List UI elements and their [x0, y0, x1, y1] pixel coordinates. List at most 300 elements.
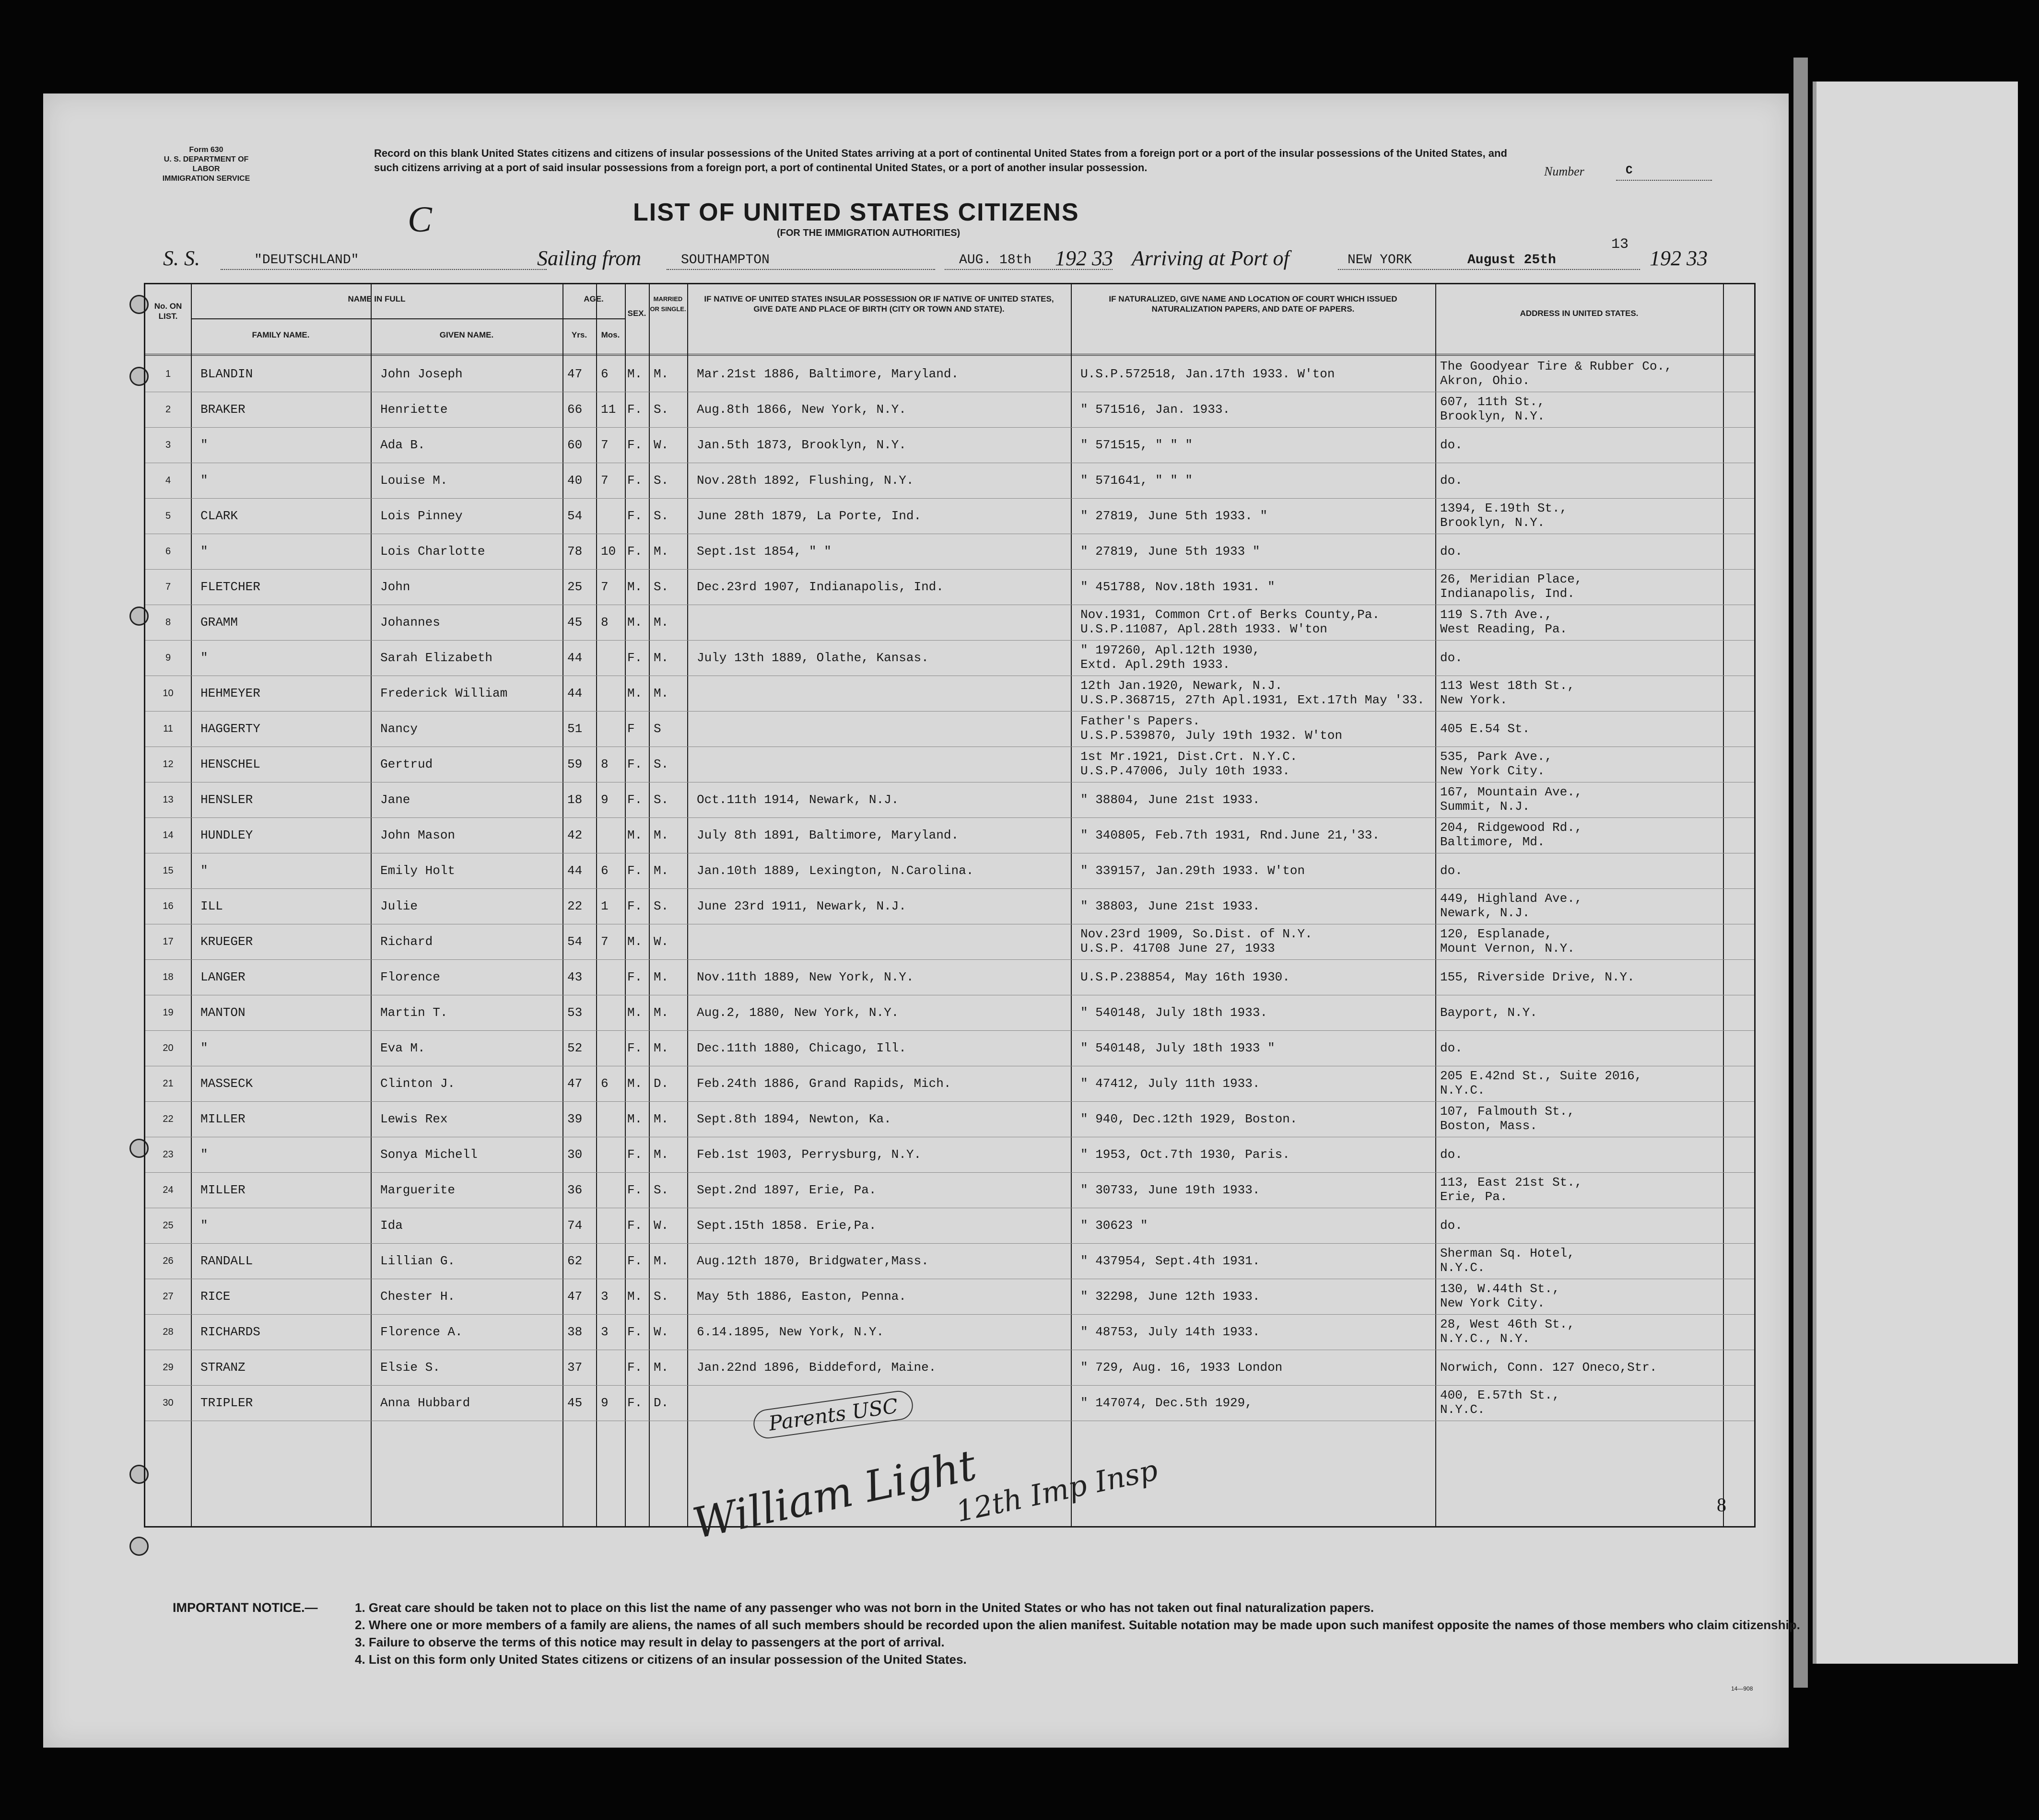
- binding-edge: [1793, 58, 1808, 1688]
- table-row: [145, 676, 1754, 712]
- naturalization-line1: " 540148, July 18th 1933 ": [1080, 1041, 1275, 1055]
- table-row: [145, 1279, 1754, 1315]
- family-name: BLANDIN: [200, 367, 253, 381]
- marital-status: M.: [654, 651, 669, 665]
- sex: F.: [627, 1218, 643, 1233]
- given-name: Florence: [380, 970, 440, 984]
- given-name: Florence A.: [380, 1325, 463, 1339]
- table-row: [145, 995, 1754, 1031]
- age-years: 53: [567, 1005, 583, 1020]
- row-number: 4: [165, 475, 171, 486]
- naturalization-line1: Nov.23rd 1909, So.Dist. of N.Y.: [1080, 927, 1312, 941]
- age-months: 7: [601, 438, 609, 452]
- birth-info: June 23rd 1911, Newark, N.J.: [697, 899, 906, 913]
- naturalization-line1: " 48753, July 14th 1933.: [1080, 1325, 1260, 1339]
- address-line2: Newark, N.J.: [1440, 906, 1530, 920]
- form-instructions: Record on this blank United States citizens and citizens of insular possessions of the United States arriving at a port of continental United States from a foreign port or a port of the insular possessions of the United States, and such citizens arriving at a port of said insular possessions from a foreign port, a port of continental United States, or a port of another insular possession.: [374, 147, 1507, 174]
- naturalization-line1: " 147074, Dec.5th 1929,: [1080, 1396, 1253, 1410]
- naturalization-line1: " 940, Dec.12th 1929, Boston.: [1080, 1112, 1298, 1126]
- age-years: 40: [567, 473, 583, 488]
- marital-status: M.: [654, 1112, 669, 1126]
- header-yrs: Yrs.: [571, 330, 587, 339]
- date-from: AUG. 18th: [959, 253, 1032, 268]
- notice-item: 3. Failure to observe the terms of this notice may result in delay to passengers at the port of arrival.: [355, 1635, 945, 1649]
- address-line1: Norwich, Conn. 127 Oneco,Str.: [1440, 1360, 1657, 1375]
- given-name: Lois Charlotte: [380, 544, 485, 559]
- birth-info: June 28th 1879, La Porte, Ind.: [697, 509, 922, 523]
- given-name: Elsie S.: [380, 1360, 440, 1375]
- sex: F.: [627, 757, 643, 771]
- row-number: 7: [165, 582, 171, 592]
- number-line: [1616, 180, 1712, 181]
- row-number: 22: [163, 1114, 174, 1124]
- family-name: BRAKER: [200, 402, 246, 417]
- age-years: 60: [567, 438, 583, 452]
- address-line1: 205 E.42nd St., Suite 2016,: [1440, 1069, 1642, 1083]
- family-name: ": [200, 544, 208, 559]
- age-months: 10: [601, 544, 616, 559]
- header-no: No. ON LIST.: [154, 302, 182, 321]
- birth-info: Aug.2, 1880, New York, N.Y.: [697, 1005, 899, 1020]
- birth-info: Aug.12th 1870, Bridgwater,Mass.: [697, 1254, 929, 1268]
- port-from-line: [667, 269, 935, 270]
- row-number: 24: [163, 1185, 174, 1195]
- address-line1: do.: [1440, 1218, 1463, 1233]
- notice-item: 2. Where one or more members of a family are aliens, the names of all such members should be recorded upon the alien manifest. Suitable notation may be made upon such manifest opposite the names of those members who claim citizenship.: [355, 1618, 1800, 1632]
- marital-status: M.: [654, 1005, 669, 1020]
- table-row: [145, 782, 1754, 818]
- family-name: HAGGERTY: [200, 722, 260, 736]
- address-line1: Sherman Sq. Hotel,: [1440, 1246, 1575, 1260]
- age-years: 44: [567, 686, 583, 700]
- given-name: Jane: [380, 793, 410, 807]
- family-name: RANDALL: [200, 1254, 253, 1268]
- family-name: ": [200, 473, 208, 488]
- table-row: [145, 888, 1754, 924]
- naturalization-line1: " 571516, Jan. 1933.: [1080, 402, 1230, 417]
- sex: M.: [627, 686, 643, 700]
- naturalization-line1: " 38804, June 21st 1933.: [1080, 793, 1260, 807]
- table-row: [145, 1314, 1754, 1350]
- row-number: 1: [165, 369, 171, 379]
- sex: F.: [627, 1041, 643, 1055]
- sex: F.: [627, 1183, 643, 1197]
- given-name: Henriette: [380, 402, 448, 417]
- row-number: 27: [163, 1291, 174, 1302]
- given-name: John Joseph: [380, 367, 463, 381]
- given-name: Ada B.: [380, 438, 425, 452]
- sex: M.: [627, 1289, 643, 1304]
- row-number: 16: [163, 901, 174, 911]
- table-row: [145, 747, 1754, 782]
- birth-info: 6.14.1895, New York, N.Y.: [697, 1325, 884, 1339]
- header-married: MARRIED OR SINGLE.: [650, 295, 686, 313]
- arriving-label: Arriving at Port of: [1132, 246, 1289, 270]
- naturalization-line1: " 437954, Sept.4th 1931.: [1080, 1254, 1260, 1268]
- given-name: Clinton J.: [380, 1076, 456, 1091]
- age-months: 7: [601, 934, 609, 949]
- passenger-table: [144, 283, 1756, 1528]
- age-years: 45: [567, 615, 583, 630]
- age-years: 74: [567, 1218, 583, 1233]
- given-name: Lois Pinney: [380, 509, 463, 523]
- marital-status: S.: [654, 1183, 669, 1197]
- naturalization-line1: " 540148, July 18th 1933.: [1080, 1005, 1268, 1020]
- header-family-name: FAMILY NAME.: [252, 330, 310, 339]
- age-years: 51: [567, 722, 583, 736]
- birth-info: Sept.8th 1894, Newton, Ka.: [697, 1112, 891, 1126]
- family-name: ": [200, 1218, 208, 1233]
- address-line2: Summit, N.J.: [1440, 799, 1530, 814]
- sailing-label: Sailing from: [537, 246, 642, 270]
- table-row: [145, 498, 1754, 534]
- age-months: 7: [601, 580, 609, 594]
- port-to-line: [1338, 269, 1640, 270]
- naturalization-line1: " 571515, " " ": [1080, 438, 1193, 452]
- naturalization-line1: " 27819, June 5th 1933 ": [1080, 544, 1260, 559]
- table-row: [145, 959, 1754, 995]
- row-number: 25: [163, 1220, 174, 1231]
- address-line1: 400, E.57th St.,: [1440, 1388, 1560, 1402]
- age-years: 43: [567, 970, 583, 984]
- given-name: Nancy: [380, 722, 418, 736]
- address-line1: 535, Park Ave.,: [1440, 749, 1553, 764]
- family-name: HEHMEYER: [200, 686, 260, 700]
- table-row: [145, 569, 1754, 605]
- sex: F.: [627, 473, 643, 488]
- age-years: 62: [567, 1254, 583, 1268]
- given-name: John Mason: [380, 828, 456, 842]
- birth-info: Dec.11th 1880, Chicago, Ill.: [697, 1041, 906, 1055]
- address-line2: New York.: [1440, 693, 1508, 707]
- given-name: Sarah Elizabeth: [380, 651, 493, 665]
- sex: F.: [627, 1325, 643, 1339]
- age-years: 47: [567, 1076, 583, 1091]
- given-name: Chester H.: [380, 1289, 456, 1304]
- age-years: 45: [567, 1396, 583, 1410]
- address-line2: West Reading, Pa.: [1440, 622, 1568, 636]
- marital-status: M.: [654, 1254, 669, 1268]
- table-row: [145, 534, 1754, 570]
- table-row: [145, 1101, 1754, 1137]
- birth-info: Jan.5th 1873, Brooklyn, N.Y.: [697, 438, 906, 452]
- birth-info: Nov.28th 1892, Flushing, N.Y.: [697, 473, 914, 488]
- age-years: 42: [567, 828, 583, 842]
- family-name: HENSCHEL: [200, 757, 260, 771]
- header-birth: IF NATIVE OF UNITED STATES INSULAR POSSESSION OR IF NATIVE OF UNITED STATES, GIVE DATE AND PLACE OF BIRTH (CITY OR TOWN AND STATE).: [704, 294, 1054, 314]
- notice-item: 1. Great care should be taken not to place on this list the name of any passenger who was not born in the United States or who has not taken out final naturalization papers.: [355, 1600, 1374, 1615]
- birth-info: Dec.23rd 1907, Indianapolis, Ind.: [697, 580, 944, 594]
- ship-name: "DEUTSCHLAND": [254, 253, 359, 268]
- date-to: August 25th: [1467, 253, 1556, 268]
- port-to: NEW YORK: [1348, 253, 1412, 268]
- voyage-line: [43, 246, 1789, 280]
- header-name-in-full: NAME IN FULL: [191, 294, 562, 319]
- year-from: 192 33: [1055, 246, 1113, 270]
- header-given-name: GIVEN NAME.: [439, 330, 494, 339]
- address-line1: 119 S.7th Ave.,: [1440, 607, 1553, 622]
- family-name: FLETCHER: [200, 580, 260, 594]
- marital-status: M.: [654, 970, 669, 984]
- birth-info: July 8th 1891, Baltimore, Maryland.: [697, 828, 959, 842]
- birth-info: Nov.11th 1889, New York, N.Y.: [697, 970, 914, 984]
- age-months: 3: [601, 1289, 609, 1304]
- sex: F.: [627, 863, 643, 878]
- address-line1: The Goodyear Tire & Rubber Co.,: [1440, 359, 1672, 373]
- age-years: 22: [567, 899, 583, 913]
- address-line1: 155, Riverside Drive, N.Y.: [1440, 970, 1635, 984]
- naturalization-line1: U.S.P.572518, Jan.17th 1933. W'ton: [1080, 367, 1335, 381]
- table-row: [145, 853, 1754, 889]
- marital-status: M.: [654, 1147, 669, 1162]
- address-line1: 107, Falmouth St.,: [1440, 1104, 1575, 1119]
- row-number: 26: [163, 1256, 174, 1266]
- row-number: 8: [165, 617, 171, 628]
- marital-status: W.: [654, 438, 669, 452]
- form-identifier: [153, 145, 259, 184]
- family-name: ILL: [200, 899, 223, 913]
- address-line1: 449, Highland Ave.,: [1440, 891, 1582, 906]
- given-name: Lillian G.: [380, 1254, 456, 1268]
- family-name: LANGER: [200, 970, 246, 984]
- given-name: Anna Hubbard: [380, 1396, 470, 1410]
- next-page-edge: [1813, 82, 2018, 1664]
- family-name: MILLER: [200, 1183, 246, 1197]
- age-months: 7: [601, 473, 609, 488]
- address-line2: Baltimore, Md.: [1440, 835, 1545, 849]
- naturalization-line1: U.S.P.238854, May 16th 1930.: [1080, 970, 1290, 984]
- family-name: HENSLER: [200, 793, 253, 807]
- birth-info: May 5th 1886, Easton, Penna.: [697, 1289, 906, 1304]
- table-row: [145, 356, 1754, 392]
- age-years: 30: [567, 1147, 583, 1162]
- naturalization-line2: U.S.P.11087, Apl.28th 1933. W'ton: [1080, 622, 1327, 636]
- table-row: [145, 605, 1754, 641]
- age-months: 6: [601, 863, 609, 878]
- marital-status: M.: [654, 615, 669, 630]
- naturalization-line1: " 38803, June 21st 1933.: [1080, 899, 1260, 913]
- port-from: SOUTHAMPTON: [681, 253, 770, 268]
- inspector-signature: William Light: [688, 1440, 981, 1549]
- marital-status: D.: [654, 1396, 669, 1410]
- given-name: Julie: [380, 899, 418, 913]
- marital-status: S.: [654, 793, 669, 807]
- notice-lead: IMPORTANT NOTICE.—: [173, 1600, 318, 1615]
- sex: F.: [627, 1396, 643, 1410]
- sex: F.: [627, 970, 643, 984]
- address-line2: Erie, Pa.: [1440, 1190, 1508, 1204]
- row-number: 20: [163, 1043, 174, 1053]
- age-years: 59: [567, 757, 583, 771]
- naturalization-line1: " 729, Aug. 16, 1933 London: [1080, 1360, 1283, 1375]
- marital-status: S.: [654, 580, 669, 594]
- age-months: 1: [601, 899, 609, 913]
- age-years: 37: [567, 1360, 583, 1375]
- sex: F: [627, 722, 635, 736]
- row-number: 14: [163, 830, 174, 840]
- address-line2: Mount Vernon, N.Y.: [1440, 941, 1575, 956]
- marital-status: S.: [654, 1289, 669, 1304]
- sex: M.: [627, 828, 643, 842]
- given-name: Gertrud: [380, 757, 433, 771]
- family-name: ": [200, 651, 208, 665]
- row-number: 30: [163, 1398, 174, 1408]
- sex: M.: [627, 1005, 643, 1020]
- address-line2: New York City.: [1440, 1296, 1545, 1310]
- naturalization-line1: " 340805, Feb.7th 1931, Rnd.June 21,'33.: [1080, 828, 1380, 842]
- marital-status: M.: [654, 1360, 669, 1375]
- given-name: Ida: [380, 1218, 403, 1233]
- naturalization-line1: " 47412, July 11th 1933.: [1080, 1076, 1260, 1091]
- address-line2: Boston, Mass.: [1440, 1119, 1537, 1133]
- address-line2: Indianapolis, Ind.: [1440, 586, 1575, 601]
- page-mark: 8: [1717, 1494, 1726, 1516]
- family-name: MILLER: [200, 1112, 246, 1126]
- marital-status: M.: [654, 863, 669, 878]
- handwritten-mark: C: [408, 199, 432, 240]
- address-line1: 130, W.44th St.,: [1440, 1282, 1560, 1296]
- given-name: Louise M.: [380, 473, 448, 488]
- age-years: 44: [567, 863, 583, 878]
- print-code: 14—908: [1731, 1685, 1753, 1692]
- age-years: 52: [567, 1041, 583, 1055]
- table-row: [145, 1350, 1754, 1386]
- family-name: GRAMM: [200, 615, 238, 630]
- marital-status: W.: [654, 1325, 669, 1339]
- address-line2: Brooklyn, N.Y.: [1440, 409, 1545, 423]
- naturalization-line1: " 30733, June 19th 1933.: [1080, 1183, 1260, 1197]
- given-name: Johannes: [380, 615, 440, 630]
- header-mos: Mos.: [601, 330, 620, 339]
- age-months: 11: [601, 402, 616, 417]
- birth-info: Mar.21st 1886, Baltimore, Maryland.: [697, 367, 959, 381]
- page-title: LIST OF UNITED STATES CITIZENS: [633, 198, 1079, 226]
- address-line1: 28, West 46th St.,: [1440, 1317, 1575, 1331]
- marital-status: S.: [654, 509, 669, 523]
- marital-status: W.: [654, 934, 669, 949]
- age-months: 9: [601, 1396, 609, 1410]
- sex: M.: [627, 615, 643, 630]
- table-row: [145, 711, 1754, 747]
- address-line1: 113, East 21st St.,: [1440, 1175, 1582, 1190]
- row-number: 9: [165, 653, 171, 663]
- given-name: Marguerite: [380, 1183, 456, 1197]
- family-name: KRUEGER: [200, 934, 253, 949]
- row-number: 15: [163, 865, 174, 876]
- header-sex: SEX.: [627, 309, 646, 318]
- sex: F.: [627, 544, 643, 559]
- naturalization-line2: U.S.P.368715, 27th Apl.1931, Ext.17th May '33.: [1080, 693, 1425, 707]
- row-number: 28: [163, 1327, 174, 1337]
- table-row: [145, 1385, 1754, 1421]
- marital-status: S: [654, 722, 661, 736]
- address-line2: New York City.: [1440, 764, 1545, 778]
- row-number: 5: [165, 511, 171, 521]
- table-row: [145, 1137, 1754, 1173]
- naturalization-line1: " 30623 ": [1080, 1218, 1148, 1233]
- number-label: Number: [1544, 164, 1584, 178]
- age-years: 54: [567, 509, 583, 523]
- age-years: 25: [567, 580, 583, 594]
- table-row: [145, 924, 1754, 960]
- given-name: Sonya Michell: [380, 1147, 478, 1162]
- birth-info: Jan.10th 1889, Lexington, N.Carolina.: [697, 863, 974, 878]
- marital-status: M.: [654, 686, 669, 700]
- table-row: [145, 427, 1754, 463]
- address-line1: 113 West 18th St.,: [1440, 678, 1575, 693]
- sheet-number: 13: [1611, 236, 1629, 253]
- manifest-sheet: [43, 93, 1800, 1748]
- family-name: MANTON: [200, 1005, 246, 1020]
- table-row: [145, 640, 1754, 676]
- age-years: 38: [567, 1325, 583, 1339]
- naturalization-line1: " 339157, Jan.29th 1933. W'ton: [1080, 863, 1305, 878]
- age-months: 8: [601, 757, 609, 771]
- marital-status: W.: [654, 1218, 669, 1233]
- inspector-title: 12th Imp Insp: [953, 1453, 1161, 1529]
- address-line2: Akron, Ohio.: [1440, 373, 1530, 388]
- row-number: 3: [165, 440, 171, 450]
- birth-info: Oct.11th 1914, Newark, N.J.: [697, 793, 899, 807]
- marital-status: D.: [654, 1076, 669, 1091]
- address-line1: do.: [1440, 651, 1463, 665]
- family-name: ": [200, 438, 208, 452]
- age-months: 3: [601, 1325, 609, 1339]
- given-name: Martin T.: [380, 1005, 448, 1020]
- sex: F.: [627, 509, 643, 523]
- given-name: Frederick William: [380, 686, 508, 700]
- address-line2: Brooklyn, N.Y.: [1440, 515, 1545, 530]
- family-name: ": [200, 1041, 208, 1055]
- marital-status: S.: [654, 757, 669, 771]
- sex: M.: [627, 580, 643, 594]
- address-line1: do.: [1440, 544, 1463, 559]
- birth-info: Sept.2nd 1897, Erie, Pa.: [697, 1183, 877, 1197]
- address-line2: N.Y.C.: [1440, 1402, 1485, 1417]
- row-number: 29: [163, 1362, 174, 1373]
- address-line1: 120, Esplanade,: [1440, 927, 1553, 941]
- given-name: John: [380, 580, 410, 594]
- age-years: 66: [567, 402, 583, 417]
- birth-info: Feb.24th 1886, Grand Rapids, Mich.: [697, 1076, 951, 1091]
- address-line1: do.: [1440, 438, 1463, 452]
- address-line1: 167, Mountain Ave.,: [1440, 785, 1582, 799]
- age-years: 47: [567, 367, 583, 381]
- birth-info: Aug.8th 1866, New York, N.Y.: [697, 402, 906, 417]
- age-months: 6: [601, 1076, 609, 1091]
- given-name: Emily Holt: [380, 863, 456, 878]
- row-number: 23: [163, 1149, 174, 1160]
- address-line1: do.: [1440, 863, 1463, 878]
- address-line1: do.: [1440, 1147, 1463, 1162]
- naturalization-line2: U.S.P.539870, July 19th 1932. W'ton: [1080, 728, 1343, 743]
- marital-status: M.: [654, 544, 669, 559]
- row-number: 10: [163, 688, 174, 699]
- birth-info: Jan.22nd 1896, Biddeford, Maine.: [697, 1360, 937, 1375]
- table-row: [145, 1243, 1754, 1279]
- age-years: 36: [567, 1183, 583, 1197]
- family-name: MASSECK: [200, 1076, 253, 1091]
- row-number: 17: [163, 936, 174, 947]
- marital-status: S.: [654, 473, 669, 488]
- department-name: U. S. DEPARTMENT OF LABOR: [164, 155, 249, 173]
- marital-status: S.: [654, 899, 669, 913]
- naturalization-line1: 12th Jan.1920, Newark, N.J.: [1080, 678, 1283, 693]
- family-name: CLARK: [200, 509, 238, 523]
- address-line1: 607, 11th St.,: [1440, 395, 1545, 409]
- given-name: Richard: [380, 934, 433, 949]
- header-naturalized: IF NATURALIZED, GIVE NAME AND LOCATION OF COURT WHICH ISSUED NATURALIZATION PAPERS, AND DATE OF PAPERS.: [1109, 294, 1397, 314]
